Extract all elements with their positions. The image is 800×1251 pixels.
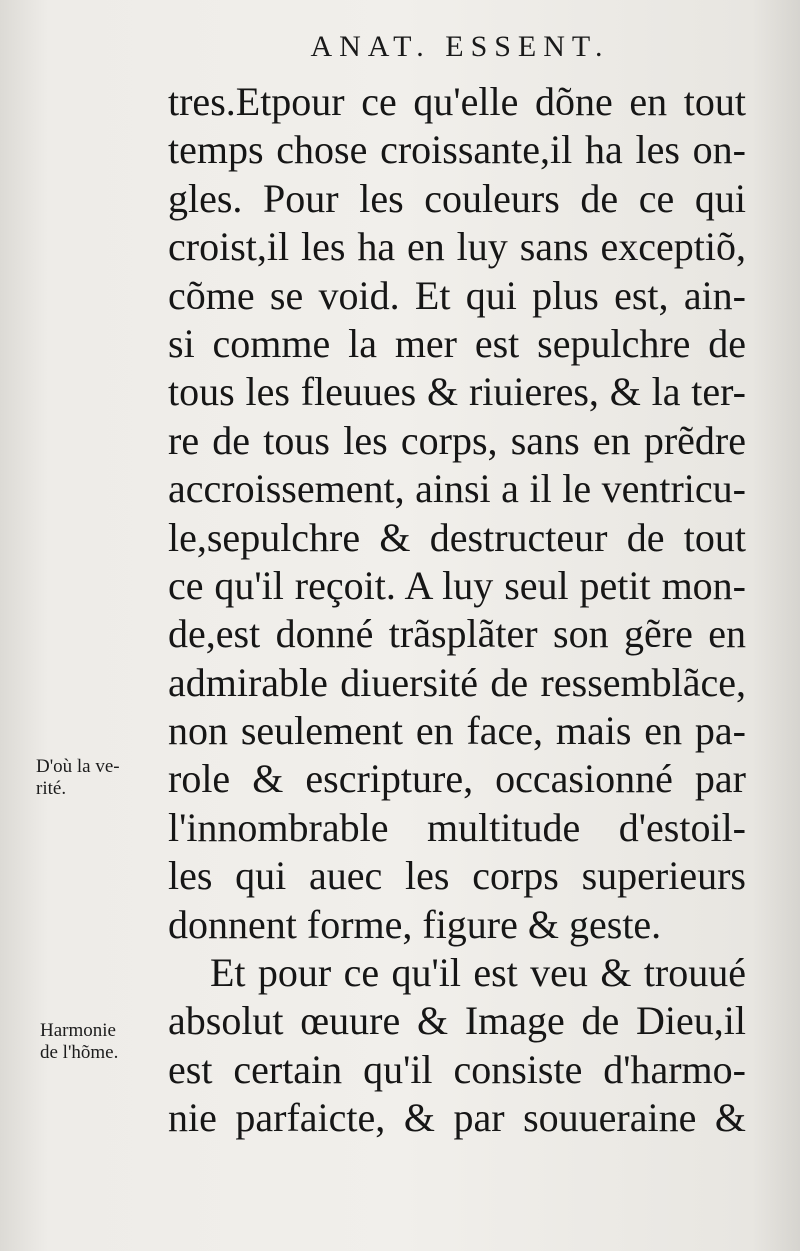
margin-note-verite bbox=[36, 756, 120, 800]
margin-note-line: de l'hõme. bbox=[40, 1042, 119, 1063]
text-line: donnent forme, figure & geste. bbox=[168, 901, 662, 947]
text-line-paragraph-start: Et pour ce qu'il est veu & trouué bbox=[210, 950, 746, 996]
text-line: est certain qu'il consiste d'harmo- bbox=[168, 1046, 746, 1092]
text-line: tous les fleuues & riuieres, & la ter- bbox=[168, 369, 746, 415]
text-line: re de tous les corps, sans en prẽdre bbox=[168, 417, 746, 463]
text-line: l'innombrable multitude d'estoil- bbox=[168, 804, 746, 850]
margin-note-line: Harmonie bbox=[40, 1020, 116, 1041]
text-line: si comme la mer est sepulchre de bbox=[168, 320, 746, 366]
text-line: accroissement, ainsi a il le ventricu- bbox=[168, 466, 746, 512]
text-line: tres.Etpour ce qu'elle dõne en tout bbox=[168, 79, 746, 124]
margin-note-harmonie bbox=[40, 1020, 118, 1064]
text-line: le,sepulchre & destructeur de tout bbox=[168, 514, 746, 560]
body-text bbox=[168, 78, 746, 1143]
text-line: cõme se void. Et qui plus est, ain- bbox=[168, 272, 746, 318]
text-line: gles. Pour les couleurs de ce qui bbox=[168, 175, 746, 221]
text-line: role & escripture, occasionné par bbox=[168, 756, 746, 802]
text-line: non seulement en face, mais en pa- bbox=[168, 708, 746, 754]
text-line: croist,il les ha en luy sans exceptiõ, bbox=[168, 224, 746, 270]
text-line: nie parfaicte, & par souueraine & bbox=[168, 1095, 746, 1141]
margin-note-line: rité. bbox=[36, 778, 67, 799]
text-line: temps chose croissante,il ha les on- bbox=[168, 127, 746, 173]
text-line: ce qu'il reçoit. A luy seul petit mon- bbox=[168, 562, 746, 608]
text-line: de,est donné trãsplãter son gẽre en bbox=[168, 611, 746, 657]
text-line: absolut œuure & Image de Dieu,il bbox=[168, 998, 746, 1044]
margin-note-line: D'où la ve- bbox=[36, 756, 120, 777]
text-line: admirable diuersité de ressemblãce, bbox=[168, 659, 746, 705]
running-head: ANAT. ESSENT. bbox=[310, 30, 610, 63]
text-line: les qui auec les corps superieurs bbox=[168, 853, 746, 899]
